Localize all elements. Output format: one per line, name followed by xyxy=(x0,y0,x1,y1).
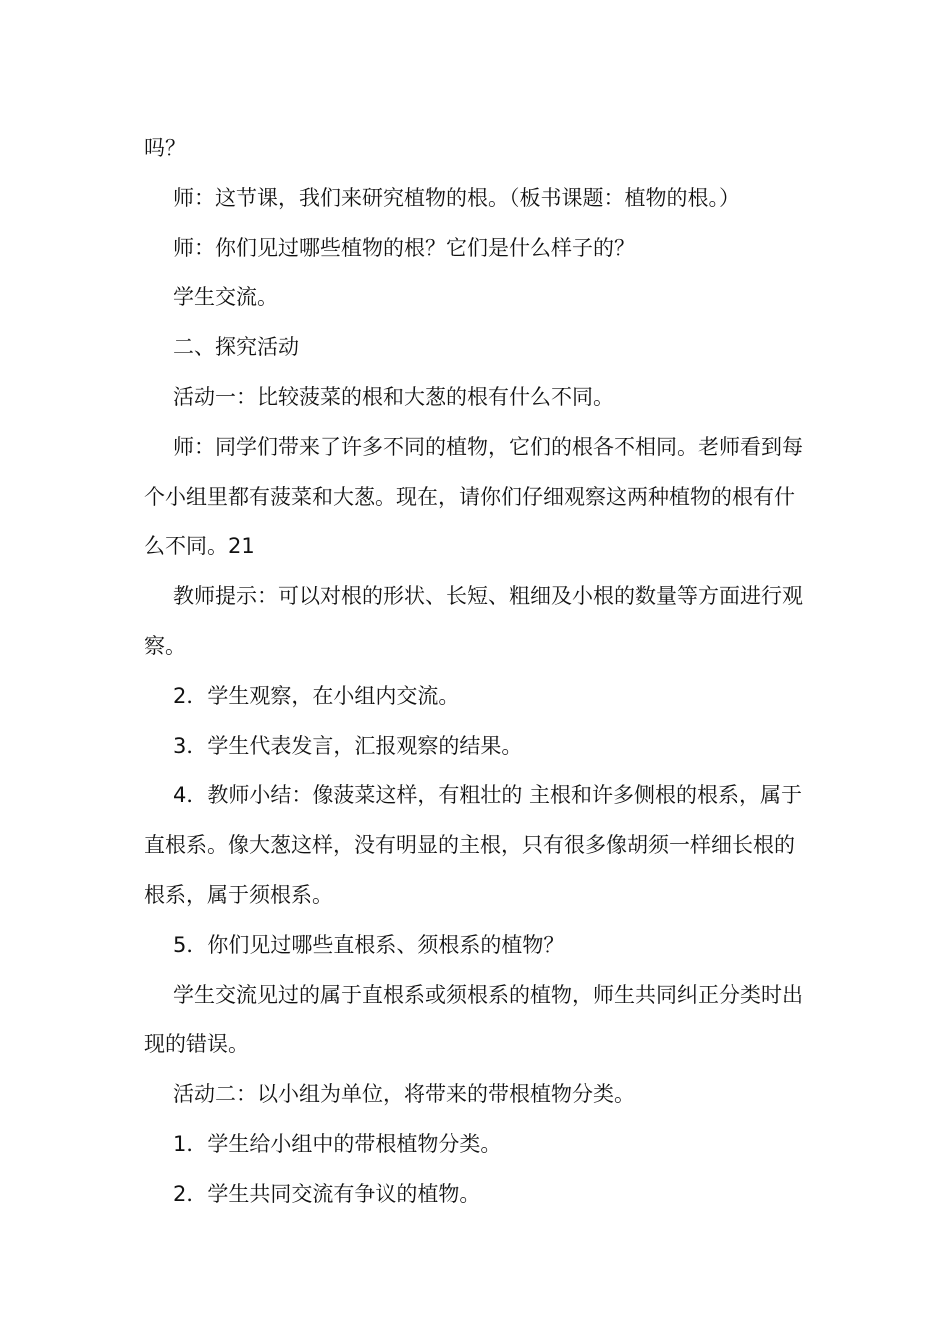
document-body xyxy=(144,124,806,1220)
step-2: 2．学生观察，在小组内交流。 xyxy=(173,683,460,708)
section-heading: 二、探究活动 xyxy=(173,335,299,360)
teacher-hint: 教师提示：可以对根的形状、长短、粗细及小根的数量等方面进行观察。 xyxy=(144,584,803,658)
step-4: 4．教师小结：像菠菜这样，有粗壮的 主根和许多侧根的根系，属于直根系。像大葱这样，没有明显的主根，只有很多像胡须一样细长根的根系，属于须根系。 xyxy=(144,783,803,907)
paragraph-13: 学生交流见过的属于直根系或须根系的植物，师生共同纠正分类时出现的错误。 xyxy=(144,982,803,1057)
step-3: 3．学生代表发言，汇报观察的结果。 xyxy=(173,733,523,758)
activity-two-step-1: 1．学生给小组中的带根植物分类。 xyxy=(173,1131,502,1156)
paragraph-1: 吗？ xyxy=(144,136,186,160)
activity-two-title: 活动二：以小组为单位，将带来的带根植物分类。 xyxy=(173,1082,635,1107)
paragraph-7: 师：同学们带来了许多不同的植物，它们的根各不相同。老师看到每个小组里都有菠菜和大葱。现在，请你们仔细观察这两种植物的根有什么不同。21 xyxy=(144,434,803,559)
paragraph-2: 师：这节课，我们来研究植物的根。（板书课题：植物的根。） xyxy=(173,185,740,210)
activity-one-title: 活动一：比较菠菜的根和大葱的根有什么不同。 xyxy=(173,384,614,409)
paragraph-4: 学生交流。 xyxy=(173,285,278,310)
paragraph-3: 师：你们见过哪些植物的根？它们是什么样子的？ xyxy=(173,235,635,260)
step-5: 5．你们见过哪些直根系、须根系的植物？ xyxy=(173,932,565,957)
activity-two-step-2: 2．学生共同交流有争议的植物。 xyxy=(173,1181,481,1206)
